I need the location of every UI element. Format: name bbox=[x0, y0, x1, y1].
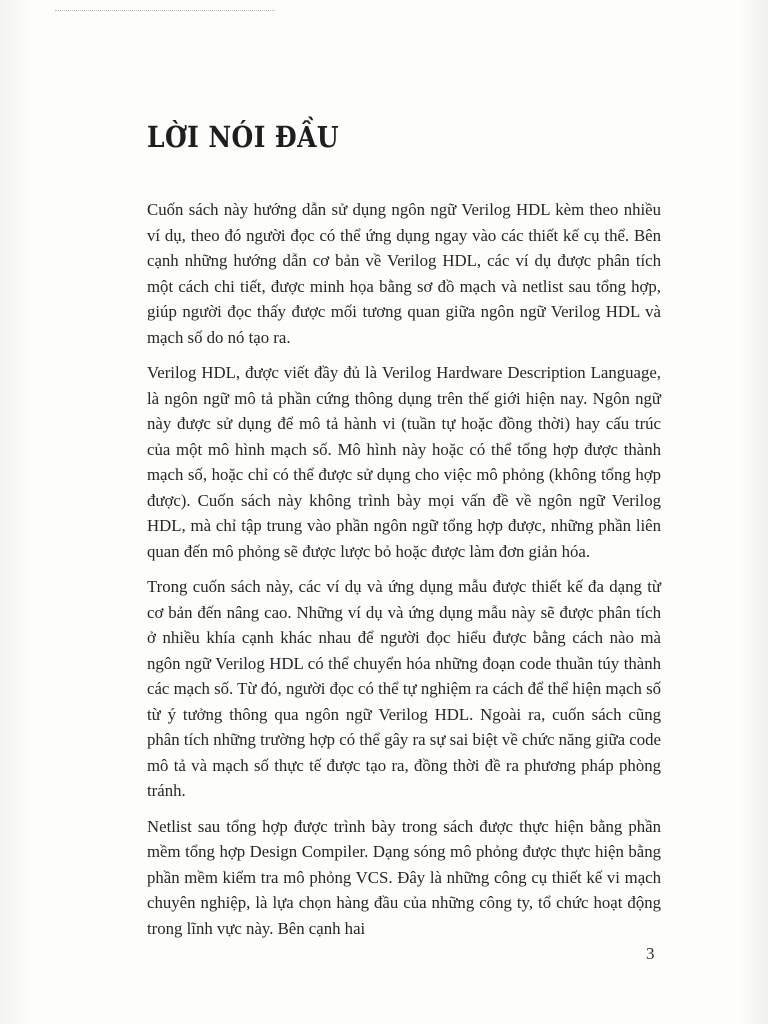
paragraph: Cuốn sách này hướng dẫn sử dụng ngôn ngữ Verilog HDL kèm theo nhiều ví dụ, theo đó người đọc có thể ứng dụng ngay vào các thiết kế cụ thể. Bên cạnh những hướng dẫn cơ bản về Verilog HDL, các ví dụ được phân tích một cách chi tiết, được minh họa bằng sơ đồ mạch và netlist sau tổng hợp, giúp người đọc thấy được mối tương quan giữa ngôn ngữ Verilog HDL và mạch số do nó tạo ra. bbox=[147, 200, 661, 347]
paragraph: Netlist sau tổng hợp được trình bày trong sách được thực hiện bằng phần mềm tổng hợp Design Compiler. Dạng sóng mô phỏng được thực hiện bằng phần mềm kiểm tra mô phỏng VCS. Đây là những công cụ thiết kế vi mạch chuyên nghiệp, là lựa chọn hàng đầu của những công ty, tổ chức hoạt động trong lĩnh vực này. Bên cạnh hai bbox=[147, 816, 661, 938]
page-title: LỜI NÓI ĐẦU bbox=[147, 120, 340, 154]
paragraph: Verilog HDL, được viết đầy đủ là Verilog Hardware Description Language, là ngôn ngữ mô tả phần cứng thông dụng trên thế giới hiện nay. Ngôn ngữ này được sử dụng để mô tả hành vi (tuần tự hoặc đồng thời) hay cấu trúc của một mô hình mạch số. Mô hình này hoặc có thể tổng hợp được thành mạch số, hoặc chỉ có thể được sử dụng cho việc mô phỏng (không tổng hợp được). Cuốn sách này không trình bày mọi vấn đề về ngôn ngữ Verilog HDL, mà chỉ tập trung vào phần ngôn ngữ tổng hợp được, những phần liên quan đến mô phỏng sẽ được lược bỏ hoặc được làm đơn giản hóa. bbox=[147, 363, 661, 561]
paragraph: Trong cuốn sách này, các ví dụ và ứng dụng mẫu được thiết kế đa dạng từ cơ bản đến nâng cao. Những ví dụ và ứng dụng mẫu này sẽ được phân tích ở nhiều khía cạnh khác nhau để người đọc hiểu được bằng cách nào mà ngôn ngữ Verilog HDL có thể chuyển hóa những đoạn code thuần túy thành các mạch số. Từ đó, người đọc có thể tự nghiệm ra cách để thể hiện mạch số từ ý tưởng thông qua ngôn ngữ Verilog HDL. Ngoài ra, cuốn sách cũng phân tích những trường hợp có thể gây ra sự sai biệt về chức năng giữa code mô tả và mạch số thực tế được tạo ra, đồng thời đề ra phương pháp phòng tránh. bbox=[147, 577, 661, 800]
scan-artifact bbox=[55, 10, 275, 13]
page-number: 3 bbox=[646, 944, 655, 963]
body-text bbox=[147, 197, 661, 951]
